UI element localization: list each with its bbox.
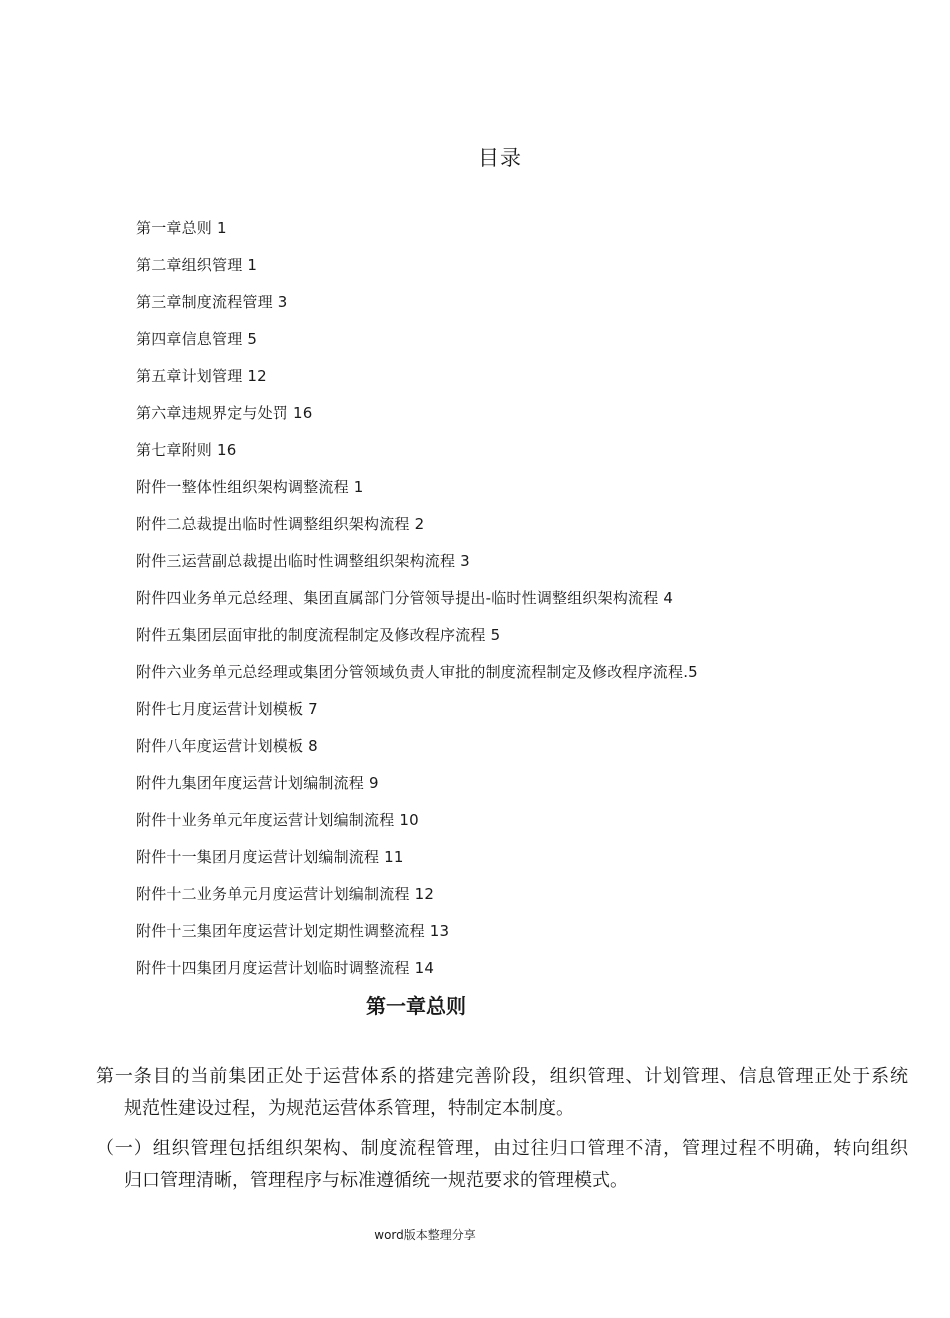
toc-item-chapter-3[interactable]: 第三章制度流程管理 3: [136, 293, 288, 311]
toc-item-chapter-2[interactable]: 第二章组织管理 1: [136, 256, 258, 274]
paragraph-line: 归口管理清晰，管理程序与标准遵循统一规范要求的管理模式。: [124, 1170, 628, 1191]
toc-item-appendix-13[interactable]: 附件十三集团年度运营计划定期性调整流程 13: [136, 922, 450, 940]
toc-item-appendix-8[interactable]: 附件八年度运营计划模板 8: [136, 737, 318, 755]
toc-item-chapter-4[interactable]: 第四章信息管理 5: [136, 330, 258, 348]
toc-item-chapter-7[interactable]: 第七章附则 16: [136, 441, 237, 459]
toc-item-chapter-5[interactable]: 第五章计划管理 12: [136, 367, 267, 385]
toc-item-appendix-4[interactable]: 附件四业务单元总经理、集团直属部门分管领导提出-临时性调整组织架构流程 4: [136, 589, 674, 607]
page-footer: word版本整理分享: [374, 1228, 476, 1242]
toc-list: [136, 214, 896, 991]
toc-item-appendix-9[interactable]: 附件九集团年度运营计划编制流程 9: [136, 774, 379, 792]
toc-item-appendix-3[interactable]: 附件三运营副总裁提出临时性调整组织架构流程 3: [136, 552, 470, 570]
article-1-paragraph: [96, 1061, 908, 1125]
toc-item-appendix-7[interactable]: 附件七月度运营计划模板 7: [136, 700, 318, 718]
paragraph-line: 第一条目的当前集团正处于运营体系的搭建完善阶段，组织管理、计划管理、信息管理正处于系统: [96, 1066, 908, 1087]
toc-item-appendix-2[interactable]: 附件二总裁提出临时性调整组织架构流程 2: [136, 515, 425, 533]
toc-item-appendix-6[interactable]: 附件六业务单元总经理或集团分管领域负责人审批的制度流程制定及修改程序流程.5: [136, 663, 698, 681]
toc-item-appendix-5[interactable]: 附件五集团层面审批的制度流程制定及修改程序流程 5: [136, 626, 501, 644]
paragraph-line: 规范性建设过程，为规范运营体系管理，特制定本制度。: [124, 1098, 574, 1119]
toc-item-appendix-14[interactable]: 附件十四集团月度运营计划临时调整流程 14: [136, 959, 435, 977]
chapter-heading: 第一章总则: [366, 994, 466, 1018]
toc-item-chapter-6[interactable]: 第六章违规界定与处罚 16: [136, 404, 313, 422]
toc-item-appendix-11[interactable]: 附件十一集团月度运营计划编制流程 11: [136, 848, 404, 866]
toc-item-chapter-1[interactable]: 第一章总则 1: [136, 219, 227, 237]
clause-1-paragraph: [96, 1133, 908, 1197]
toc-title: 目录: [478, 146, 522, 170]
toc-item-appendix-10[interactable]: 附件十业务单元年度运营计划编制流程 10: [136, 811, 419, 829]
paragraph-line: （一）组织管理包括组织架构、制度流程管理，由过往归口管理不清，管理过程不明确，转向组织: [96, 1138, 908, 1159]
toc-item-appendix-12[interactable]: 附件十二业务单元月度运营计划编制流程 12: [136, 885, 435, 903]
toc-item-appendix-1[interactable]: 附件一整体性组织架构调整流程 1: [136, 478, 364, 496]
